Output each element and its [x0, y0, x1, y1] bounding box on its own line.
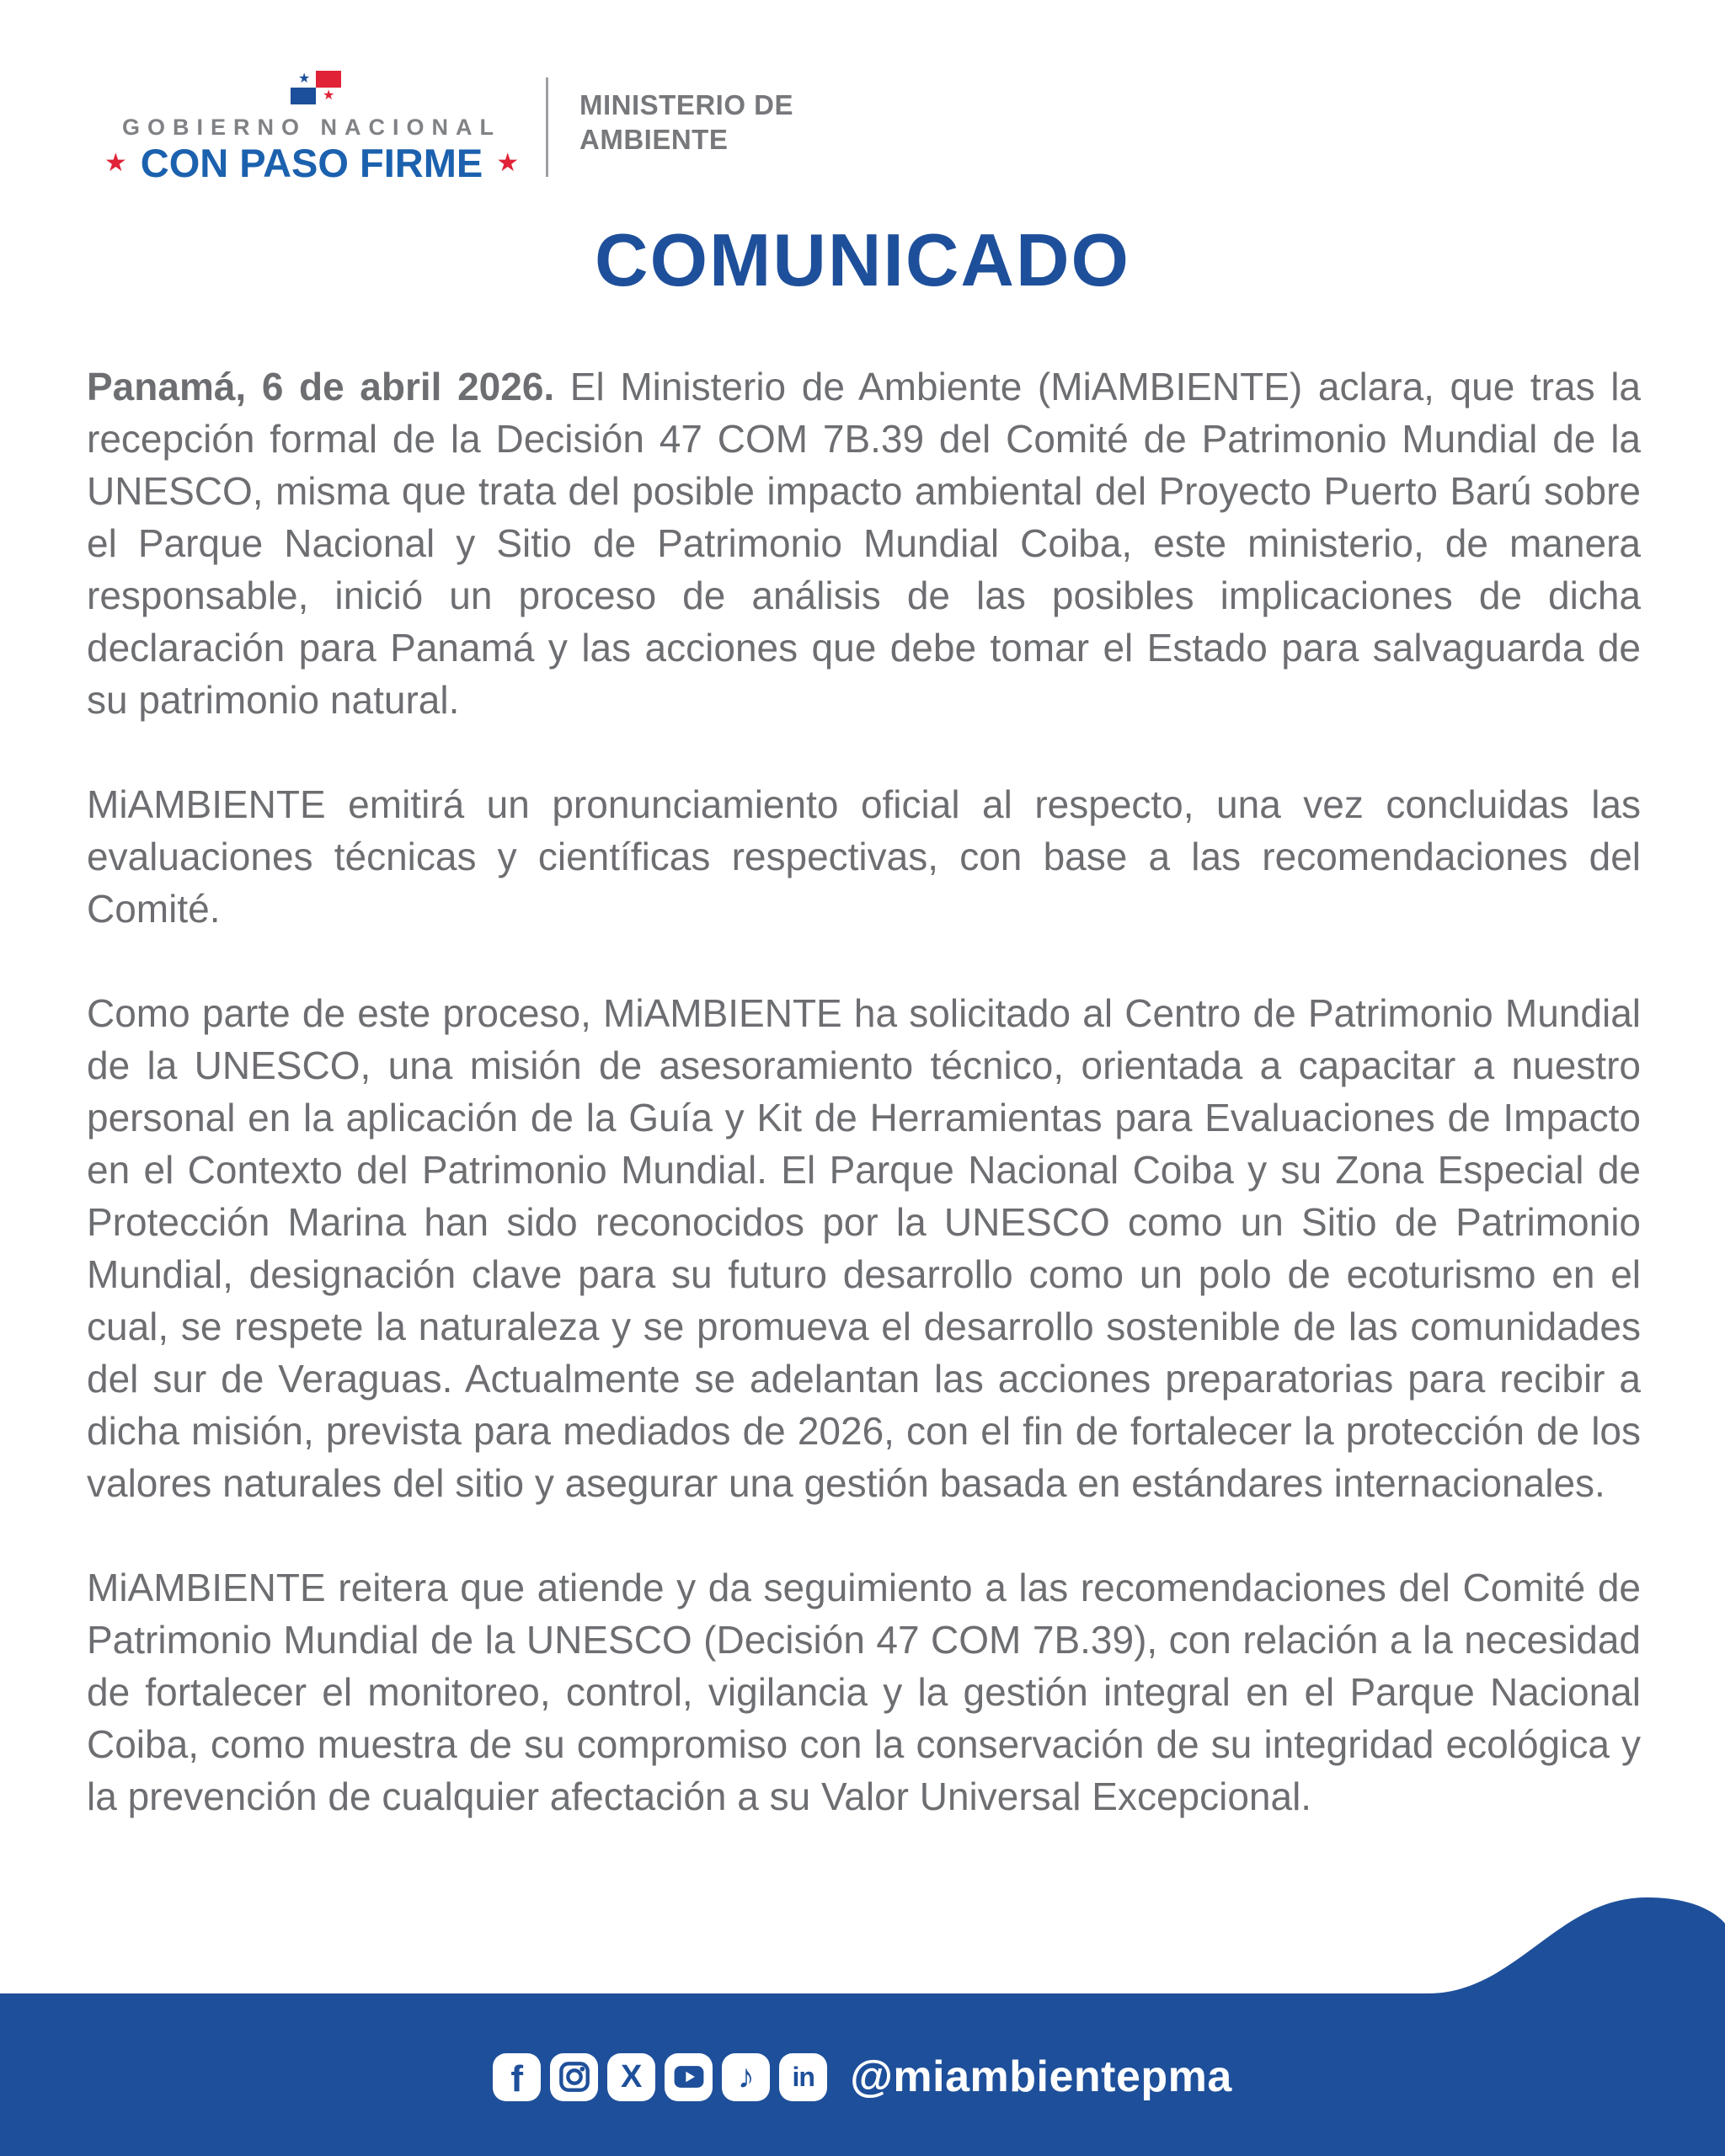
communique-body: [87, 360, 1641, 1875]
ministry-line1: MINISTERIO DE: [579, 89, 794, 120]
header-divider: [546, 77, 548, 177]
paragraph-4: MiAMBIENTE reitera que atiende y da seguimiento a las recomendaciones del Comité de Patrimonio Mundial de la UNESCO (Decisión 47 COM 7B.39), con relación a la necesidad de fortalecer el monitoreo, control, vigilancia y la gestión integral en el Parque Nacional Coiba, como muestra de su compromiso con la conservación de su integridad ecológica y la prevención de cualquier afectación a su Valor Universal Excepcional.: [87, 1566, 1641, 1818]
ministry-line2: AMBIENTE: [579, 124, 729, 155]
slogan-row: [101, 140, 522, 186]
page-title: COMUNICADO: [595, 218, 1130, 302]
right-star-icon: ★: [496, 149, 520, 177]
youtube-icon[interactable]: [665, 2053, 713, 2101]
dateline: Panamá, 6 de abril 2026.: [87, 365, 555, 408]
linkedin-icon[interactable]: in: [779, 2053, 827, 2101]
paragraph-3: Como parte de este proceso, MiAMBIENTE ha solicitado al Centro de Patrimonio Mundial de la UNESCO, una misión de asesoramiento técnico, orientada a capacitar a nuestro personal en la aplicación de la Guía y Kit de Herramientas para Evaluaciones de Impacto en el Contexto del Patrimonio Mundial. El Parque Nacional Coiba y su Zona Especial de Protección Marina han sido reconocidos por la UNESCO como un Sitio de Patrimonio Mundial, designación clave para su futuro desarrollo como un polo de ecoturismo en el cual, se respete la naturaleza y se promueva el desarrollo sostenible de las comunidades del sur de Veraguas. Actualmente se adelantan las acciones preparatorias para recibir a dicha misión, prevista para mediados de 2026, con el fin de fortalecer la protección de los valores naturales del sitio y asegurar una gestión basada en estándares internacionales.: [87, 991, 1641, 1505]
instagram-glyph: [558, 2060, 591, 2094]
facebook-icon[interactable]: f: [493, 2053, 541, 2101]
ministry-name: [579, 88, 793, 157]
panama-flag-icon: [291, 71, 341, 104]
tiktok-icon[interactable]: ♪: [722, 2053, 770, 2101]
flag-red-star-icon: ★: [323, 88, 335, 103]
paragraph-1-text: El Ministerio de Ambiente (MiAMBIENTE) aclara, que tras la recepción formal de la Decisión 47 COM 7B.39 del Comité de Patrimonio Mundial de la UNESCO, misma que trata del posible impacto ambiental del Proyecto Puerto Barú sobre el Parque Nacional y Sitio de Patrimonio Mundial Coiba, este ministerio, de manera responsable, inició un proceso de análisis de las posibles implicaciones de dicha declaración para Panamá y las acciones que debe tomar el Estado para salvaguarda de su patrimonio natural.: [87, 365, 1642, 722]
flag-blue-star-icon: ★: [298, 72, 311, 86]
paragraph-2: MiAMBIENTE emitirá un pronunciamiento oficial al respecto, una vez concluidas las evaluaciones técnicas y científicas respectivas, con base a las recomendaciones del Comité.: [87, 782, 1641, 931]
footer-social-row: [0, 2052, 1725, 2102]
slogan-label: CON PASO FIRME: [140, 141, 483, 185]
youtube-glyph: [670, 2058, 708, 2095]
instagram-icon[interactable]: [550, 2053, 598, 2101]
x-twitter-icon[interactable]: X: [607, 2053, 655, 2101]
flag-quadrant-red: [316, 71, 341, 88]
footer-wave-shape: [0, 1878, 1725, 2156]
paragraph-1: [87, 360, 1641, 726]
flag-quadrant-blue: [291, 88, 316, 104]
gobierno-nacional-label: GOBIERNO NACIONAL: [122, 115, 501, 140]
social-handle: @miambientepma: [850, 2052, 1232, 2101]
left-star-icon: ★: [104, 149, 127, 177]
